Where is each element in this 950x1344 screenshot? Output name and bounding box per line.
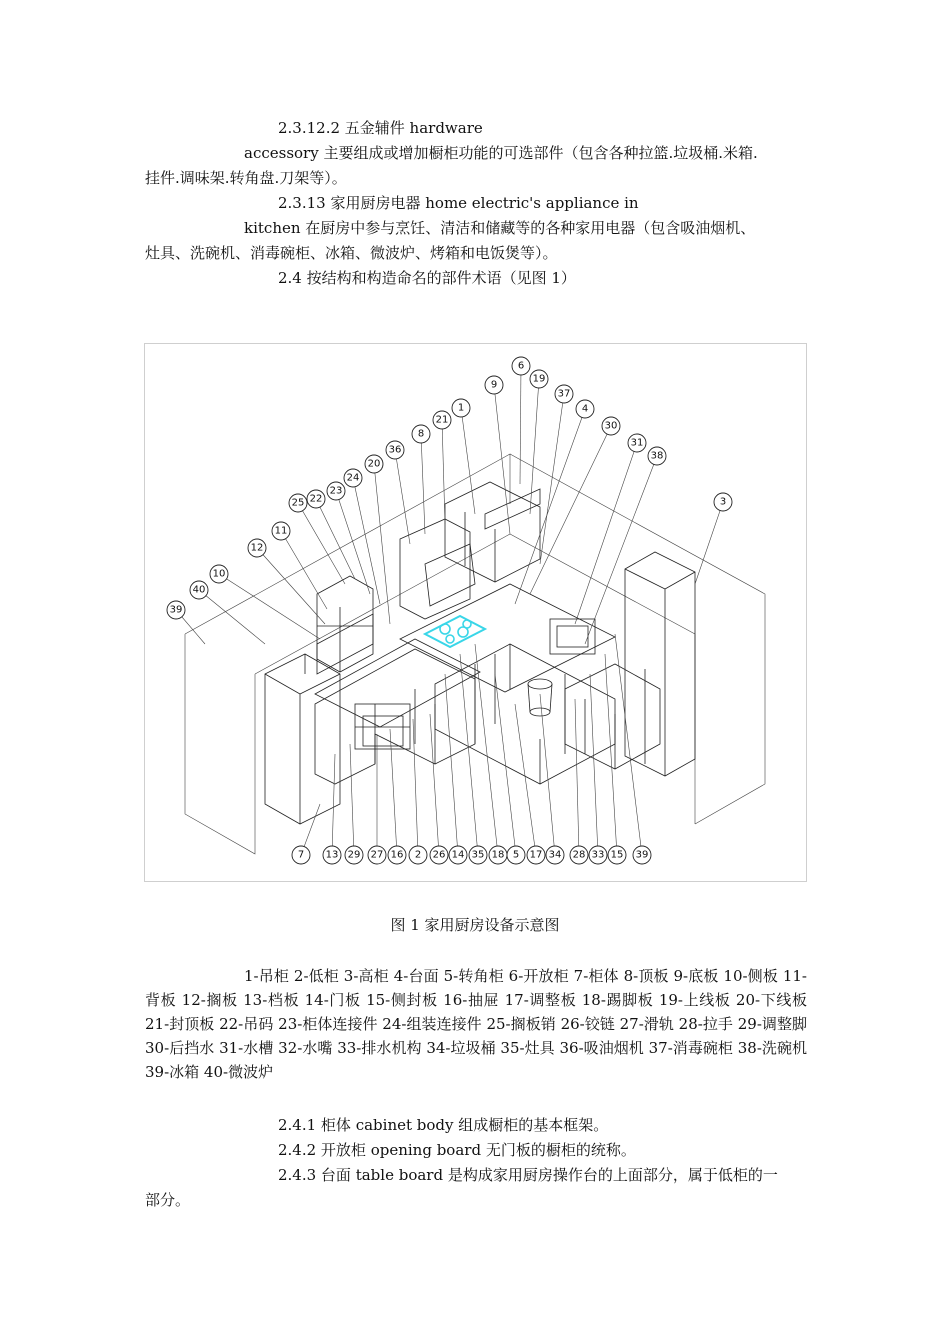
callout-13: [323, 846, 341, 864]
callout-leader-line: [336, 491, 370, 594]
callout-label: 21: [435, 414, 449, 426]
callout-label: 1: [457, 402, 465, 414]
callout-label: 40: [192, 584, 206, 596]
term-2-4-3-cont: 部分。: [145, 1191, 191, 1209]
callout-37: [555, 385, 573, 403]
callout-leader-line: [575, 443, 637, 624]
callout-leader-line: [316, 499, 355, 579]
callout-label: 35: [471, 849, 485, 861]
callout-label: 5: [512, 849, 520, 861]
callout-label: 25: [291, 497, 305, 509]
callout-label: 22: [309, 493, 323, 505]
callout-label: 9: [490, 379, 498, 391]
callout-leader-line: [390, 729, 397, 855]
callout-9: [485, 376, 503, 394]
callout-12: [248, 539, 266, 557]
callout-label: 39: [169, 604, 183, 616]
callout-leader-line: [332, 754, 335, 855]
callout-26: [430, 846, 448, 864]
callout-11: [272, 522, 290, 540]
callout-leader-line: [590, 674, 598, 855]
callout-label: 26: [432, 849, 446, 861]
callout-21: [433, 411, 451, 429]
callout-label: 2: [414, 849, 422, 861]
callout-leader-line: [445, 674, 458, 855]
callout-23: [327, 482, 345, 500]
callout-label: 33: [591, 849, 605, 861]
callout-leader-line: [515, 409, 585, 604]
callout-35: [469, 846, 487, 864]
callout-label: 10: [212, 568, 226, 580]
callout-leader-line: [281, 531, 327, 609]
term-2-4-3: 2.4.3 台面 table board 是构成家用厨房操作台的上面部分，属于低柜的一: [278, 1166, 778, 1184]
callout-label: 20: [367, 458, 381, 470]
callout-leader-line: [695, 502, 723, 584]
callout-7: [292, 846, 310, 864]
callout-36: [386, 441, 404, 459]
kitchen-diagram-figure: [144, 343, 807, 882]
callout-label: 12: [250, 542, 264, 554]
callout-label: 29: [347, 849, 361, 861]
callout-leader-line: [520, 366, 521, 484]
callout-leader-line: [515, 704, 536, 855]
kitchen-diagram: [145, 344, 806, 881]
callout-label: 16: [390, 849, 404, 861]
callout-label: 15: [610, 849, 624, 861]
callout-label: 36: [388, 444, 402, 456]
text-line: 挂件.调味架.转角盘.刀架等）。: [145, 169, 347, 187]
heading-2-3-12-2: 2.3.12.2 五金辅件 hardware: [278, 119, 483, 137]
callout-25: [289, 494, 307, 512]
callout-33: [589, 846, 607, 864]
callout-28: [570, 846, 588, 864]
callout-leader-line: [199, 590, 265, 644]
callout-leader-line: [494, 385, 510, 534]
callout-leader-line: [430, 714, 439, 855]
callout-18: [489, 846, 507, 864]
callout-10: [210, 565, 228, 583]
callout-29: [345, 846, 363, 864]
callout-4: [576, 400, 594, 418]
callout-15: [608, 846, 626, 864]
callout-label: 31: [630, 437, 644, 449]
heading-2-4: 2.4 按结构和构造命名的部件术语（见图 1）: [278, 269, 576, 287]
heading-2-3-13: 2.3.13 家用厨房电器 home electric's appliance in: [278, 194, 639, 212]
callout-label: 23: [329, 485, 343, 497]
callout-19: [530, 370, 548, 388]
callout-label: 24: [346, 472, 360, 484]
callout-label: 4: [581, 403, 589, 415]
callout-39: [633, 846, 651, 864]
callout-leader-line: [540, 394, 564, 564]
callout-leader-line: [540, 694, 555, 855]
callout-leader-line: [442, 420, 445, 524]
legend-paragraph: 1-吊柜 2-低柜 3-高柜 4-台面 5-转角柜 6-开放柜 7-柜体 8-顶板 9-底板 10-侧板 11-背板 12-搁板 13-档板 14-门板 15-侧封板 16-抽屉 17-调整板 18-踢脚板 19-上线板 20-下线板 21-封顶板 22-吊码 23-柜体连接件 24-组装连接件 25-搁板销 26-铰链 27-滑轨 28-拉手 29-调整脚 30-后挡水 31-水槽 32-水嘴 33-排水机构 34-垃圾桶 35-灶具 36-吸油烟机 37-消毒碗柜 38-洗碗机 39-冰箱 40-微波炉: [145, 967, 807, 1081]
callout-label: 14: [451, 849, 465, 861]
callout-22: [307, 490, 325, 508]
callout-leader-line: [575, 699, 579, 855]
callout-label: 6: [517, 360, 525, 372]
callout-label: 3: [719, 496, 727, 508]
callout-30: [602, 417, 620, 435]
callout-label: 11: [274, 525, 288, 537]
callout-label: 27: [370, 849, 384, 861]
callout-leader-line: [615, 634, 642, 855]
callout-16: [388, 846, 406, 864]
callout-6: [512, 357, 530, 375]
callout-label: 18: [491, 849, 505, 861]
callout-label: 37: [557, 388, 571, 400]
callout-leader-line: [257, 548, 325, 624]
callout-40: [190, 581, 208, 599]
callout-2: [409, 846, 427, 864]
callout-leader-line: [530, 379, 539, 514]
callout-31: [628, 434, 646, 452]
callout-39: [167, 601, 185, 619]
text-line: 灶具、洗碗机、消毒碗柜、冰箱、微波炉、烤箱和电饭煲等）。: [145, 244, 558, 262]
callout-24: [344, 469, 362, 487]
callout-27: [368, 846, 386, 864]
term-2-4-1: 2.4.1 柜体 cabinet body 组成橱柜的基本框架。: [278, 1116, 609, 1134]
callout-leader-line: [530, 426, 611, 594]
callout-label: 8: [417, 428, 425, 440]
figure-caption: 图 1 家用厨房设备示意图: [390, 916, 560, 934]
callout-leader-line: [475, 644, 498, 855]
callout-leader-line: [495, 674, 516, 855]
term-2-4-2: 2.4.2 开放柜 opening board 无门板的橱柜的统称。: [278, 1141, 636, 1159]
callout-leader-line: [350, 744, 354, 855]
callout-leader-line: [413, 719, 418, 855]
text-line: accessory 主要组成或增加橱柜功能的可选部件（包含各种拉篮.垃圾桶.米箱.: [244, 144, 758, 162]
callout-label: 39: [635, 849, 649, 861]
callout-3: [714, 493, 732, 511]
callout-5: [507, 846, 525, 864]
callout-leader-line: [395, 450, 410, 544]
callout-1: [452, 399, 470, 417]
callout-leader-line: [585, 456, 657, 644]
callout-label: 17: [529, 849, 543, 861]
callout-20: [365, 455, 383, 473]
callout-label: 28: [572, 849, 586, 861]
callout-8: [412, 425, 430, 443]
callout-label: 19: [532, 373, 546, 385]
callout-label: 34: [548, 849, 562, 861]
callout-14: [449, 846, 467, 864]
callout-leader-line: [374, 464, 390, 624]
callout-label: 30: [604, 420, 618, 432]
callout-17: [527, 846, 545, 864]
callout-38: [648, 447, 666, 465]
callout-34: [546, 846, 564, 864]
callout-label: 38: [650, 450, 664, 462]
callout-leader-line: [461, 408, 475, 514]
text-line: kitchen 在厨房中参与烹饪、清洁和储藏等的各种家用电器（包含吸油烟机、: [244, 219, 756, 237]
callout-leader-line: [421, 434, 425, 534]
callout-label: 13: [325, 849, 339, 861]
callout-label: 7: [297, 849, 305, 861]
